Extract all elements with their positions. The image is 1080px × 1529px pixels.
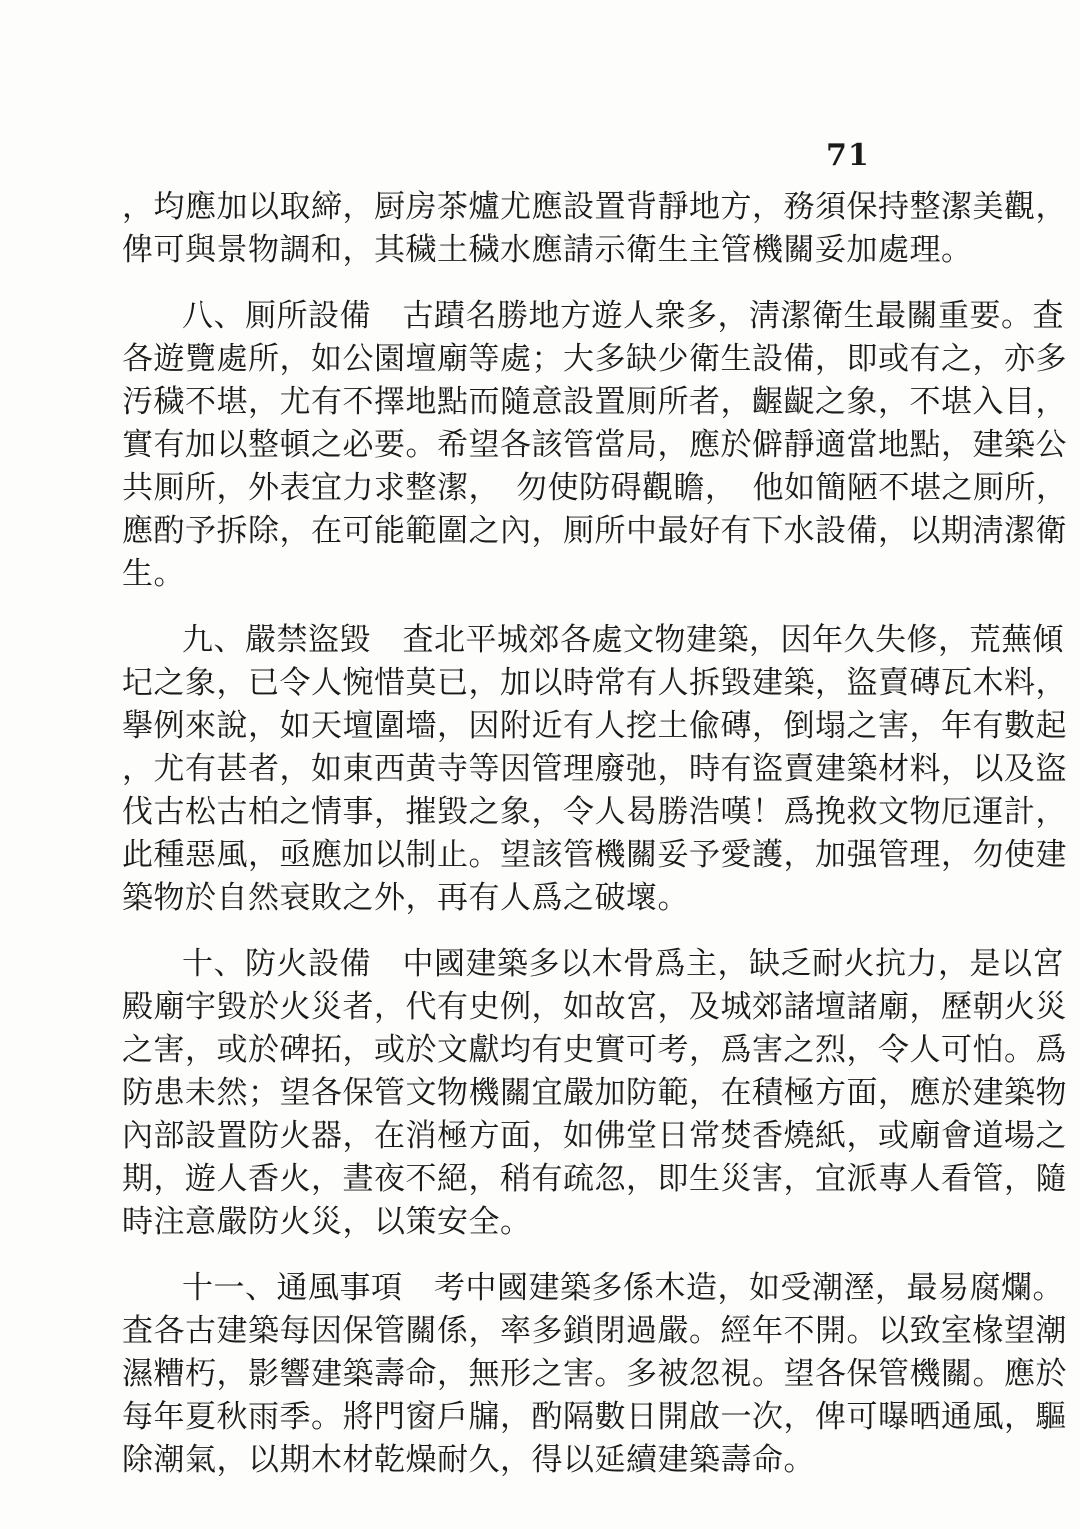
paragraph-fire-prevention xyxy=(122,943,1067,1244)
text-line: 之害，或於碑拓，或於文獻均有史實可考，爲害之烈，令人可怕。爲 xyxy=(122,1032,1067,1068)
paragraph-theft-prohibition xyxy=(122,619,1067,920)
page-number: 71 xyxy=(826,138,870,173)
text-line: 生。 xyxy=(122,556,185,592)
text-line: 十、防火設備 中國建築多以木骨爲主，缺乏耐火抗力，是以宮 xyxy=(182,946,1064,982)
body-text xyxy=(122,186,1068,1482)
paragraph-continuation xyxy=(122,186,1067,272)
text-line: 擧例來說，如天壇圍墻，因附近有人挖土偸磚，倒塌之害，年有數起 xyxy=(122,708,1067,744)
text-line: 除潮氣，以期木材乾燥耐久，得以延續建築壽命。 xyxy=(122,1442,815,1478)
text-line: 此種惡風，亟應加以制止。望該管機關妥予愛護，加强管理，勿使建 xyxy=(122,837,1067,873)
text-line: 汚穢不堪，尤有不擇地點而隨意設置厠所者，齷齪之象，不堪入目， xyxy=(122,384,1067,420)
paragraph-ventilation xyxy=(122,1267,1067,1482)
text-line: 各遊覽處所，如公園壇廟等處；大多缺少衛生設備，即或有之，亦多 xyxy=(122,341,1067,377)
text-line: 築物於自然衰敗之外，再有人爲之破壞。 xyxy=(122,880,689,916)
text-line: 濕糟朽，影響建築壽命，無形之害。多被忽視。望各保管機關。應於 xyxy=(122,1356,1067,1392)
text-line: 査各古建築每因保管關係，率多鎖閉過嚴。經年不開。以致室椽望潮 xyxy=(122,1313,1067,1349)
text-line: 防患未然；望各保管文物機關宜嚴加防範，在積極方面，應於建築物 xyxy=(122,1075,1067,1111)
text-line: 十一、通風事項 考中國建築多係木造，如受潮溼，最易腐爛。 xyxy=(182,1270,1064,1306)
text-line: 九、嚴禁盜毀 査北平城郊各處文物建築，因年久失修，荒蕪傾 xyxy=(182,622,1064,658)
text-line: ，尤有甚者，如東西黄寺等因管理廢弛，時有盜賣建築材料，以及盜 xyxy=(122,751,1067,787)
text-line: 應酌予拆除，在可能範圍之內，厠所中最好有下水設備，以期淸潔衛 xyxy=(122,513,1067,549)
paragraph-toilet-facilities xyxy=(122,295,1068,596)
text-line: 每年夏秋雨季。將門窗戶牖，酌隔數日開啟一次，俾可曝晒通風，驅 xyxy=(122,1399,1067,1435)
text-line: 圮之象，已令人惋惜莫已，加以時常有人拆毀建築，盜賣磚瓦木料， xyxy=(122,665,1067,701)
text-line: 伐古松古柏之情事，摧毀之象，令人曷勝浩嘆！爲挽救文物厄運計， xyxy=(122,794,1067,830)
text-line: 實有加以整頓之必要。希望各該管當局，應於僻靜適當地點，建築公 xyxy=(122,427,1067,463)
text-line: 期，遊人香火，晝夜不絕，稍有疏忽，即生災害，宜派專人看管，隨 xyxy=(122,1161,1067,1197)
text-line: 共厠所，外表宜力求整潔， 勿使防碍觀瞻， 他如簡陋不堪之厠所， xyxy=(122,470,1068,506)
text-line: 時注意嚴防火災，以策安全。 xyxy=(122,1204,532,1240)
text-line: 俾可與景物調和，其穢土穢水應請示衛生主管機關妥加處理。 xyxy=(122,232,973,268)
text-line: ，均應加以取締，厨房茶爐尤應設置背靜地方，務須保持整潔美觀， xyxy=(122,189,1067,225)
text-line: 殿廟宇毀於火災者，代有史例，如故宮，及城郊諸壇諸廟，歷朝火災 xyxy=(122,989,1067,1025)
text-line: 內部設置防火器，在消極方面，如佛堂日常焚香燒紙，或廟會道場之 xyxy=(122,1118,1067,1154)
text-line: 八、厠所設備 古蹟名勝地方遊人衆多，淸潔衛生最關重要。査 xyxy=(182,298,1064,334)
